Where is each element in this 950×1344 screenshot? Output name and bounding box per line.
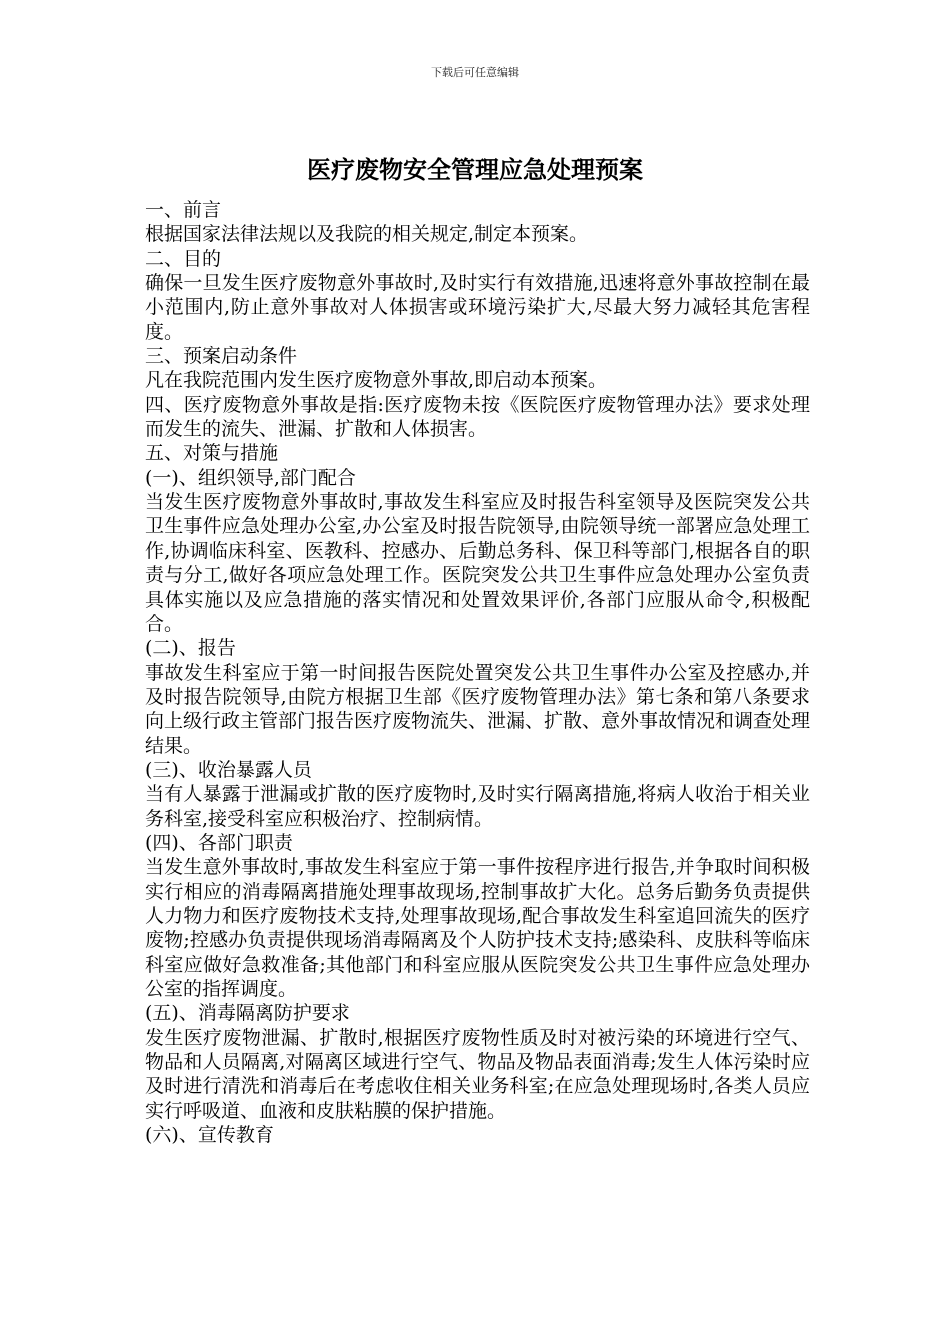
section-heading-preface: 一、前言	[145, 199, 222, 221]
document-title: 医疗废物安全管理应急处理预案	[307, 155, 643, 184]
paragraph-department-duties: 当发生意外事故时,事故发生科室应于第一事件按程序进行报告,并争取时间积极实行相应的消毒隔离措施处理事故现场,控制事故扩大化。总务后勤务负责提供人力物力和医疗废物技术支持,处理事故现场,配合事故发生科室追回流失的医疗废物;控感办负责提供现场消毒隔离及个人防护技术支持;感染科、皮肤科等临床科室应做好急救准备;其他部门和科室应服从医院突发公共卫生事件应急处理办公室的指挥调度。	[145, 856, 810, 1000]
subheading-organization: (一)、组织领导,部门配合	[145, 466, 356, 489]
paragraph-preface: 根据国家法律法规以及我院的相关规定,制定本预案。	[145, 223, 589, 246]
paragraph-report: 事故发生科室应于第一时间报告医院处置突发公共卫生事件办公室及控感办,并及时报告院领导,由院方根据卫生部《医疗废物管理办法》第七条和第八条要求向上级行政主管部门报告医疗废物流失、泄漏、扩散、意外事故情况和调查处理结果。	[145, 661, 811, 757]
paragraph-exposed-persons: 当有人暴露于泄漏或扩散的医疗废物时,及时实行隔离措施,将病人收治于相关业务科室,接受科室应积极治疗、控制病情。	[145, 783, 810, 830]
subheading-report: (二)、报告	[145, 637, 236, 660]
document-body	[145, 198, 810, 1147]
paragraph-disinfection: 发生医疗废物泄漏、扩散时,根据医疗废物性质及时对被污染的环境进行空气、物品和人员隔离,对隔离区域进行空气、物品及物品表面消毒;发生人体污染时应及时进行清洗和消毒后在考虑收住相关业务科室;在应急处理现场时,各类人员应实行呼吸道、血液和皮肤粘膜的保护措施。	[145, 1026, 810, 1122]
subheading-disinfection: (五)、消毒隔离防护要求	[145, 1002, 350, 1025]
section-heading-measures: 五、对策与措施	[145, 442, 279, 465]
subheading-department-duties: (四)、各部门职责	[145, 831, 293, 854]
paragraph-definition: 四、医疗废物意外事故是指:医疗废物未按《医院医疗废物管理办法》要求处理而发生的流失、泄漏、扩散和人体损害。	[145, 393, 810, 441]
section-heading-activation: 三、预案启动条件	[145, 345, 298, 368]
paragraph-purpose: 确保一旦发生医疗废物意外事故时,及时实行有效措施,迅速将意外事故控制在最小范围内,防止意外事故对人体损害或环境污染扩大,尽最大努力减轻其危害程度。	[145, 272, 810, 343]
section-heading-purpose: 二、目的	[145, 247, 222, 270]
header-note: 下载后可任意编辑	[431, 66, 519, 79]
subheading-education: (六)、宣传教育	[145, 1124, 274, 1147]
subheading-exposed-persons: (三)、收治暴露人员	[145, 758, 312, 781]
paragraph-organization: 当发生医疗废物意外事故时,事故发生科室应及时报告科室领导及医院突发公共卫生事件应急处理办公室,办公室及时报告院领导,由院领导统一部署应急处理工作,协调临床科室、医教科、控感办、后勤总务科、保卫科等部门,根据各自的职责与分工,做好各项应急处理工作。医院突发公共卫生事件应急处理办公室负责具体实施以及应急措施的落实情况和处置效果评价,各部门应服从命令,积极配合。	[145, 491, 810, 635]
paragraph-activation: 凡在我院范围内发生医疗废物意外事故,即启动本预案。	[145, 369, 608, 392]
